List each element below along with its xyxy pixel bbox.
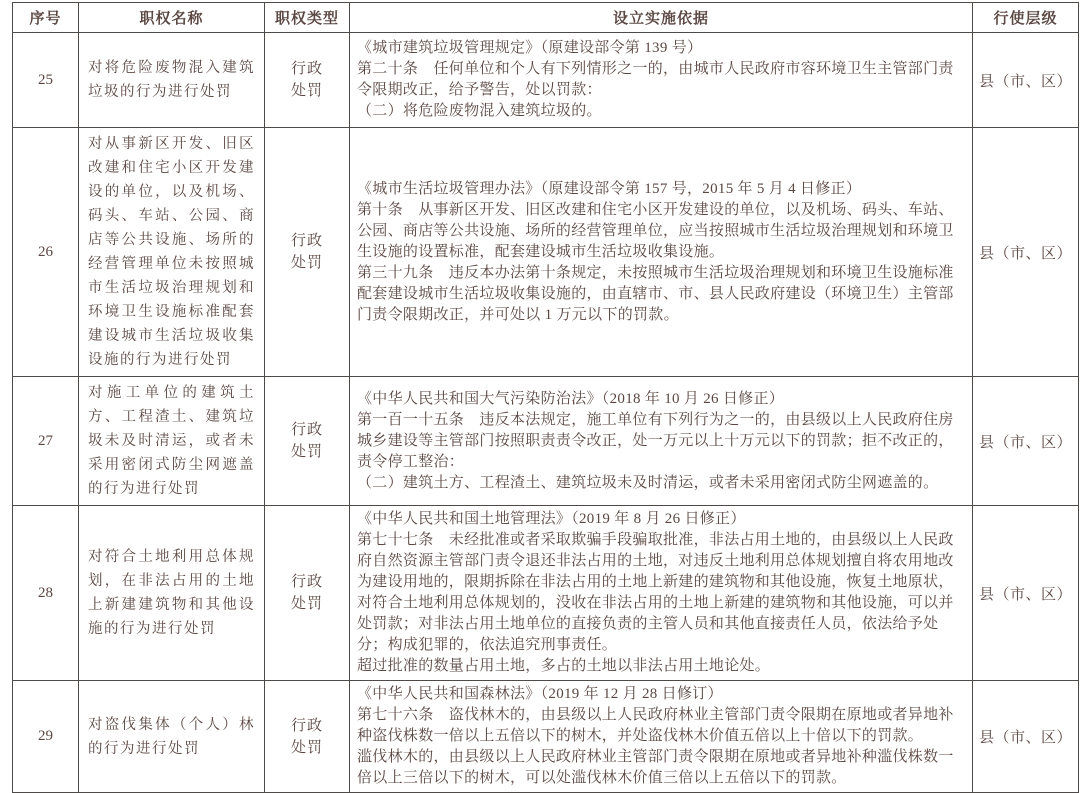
authority-name-cell [79, 128, 265, 377]
serial-cell: 28 [13, 506, 79, 681]
header-serial: 序号 [13, 3, 79, 33]
basis-paragraph: 滥伐林木的，由县级以上人民政府林业主管部门责令限期在原地或者异地补种滥伐株数一倍以上三倍以下的树木，可以处滥伐林木价值三倍以上五倍以下的罚款。 [357, 749, 954, 786]
authority-name-cell [79, 681, 265, 793]
basis-paragraph: 第一百一十五条 违反本法规定，施工单位有下列行为之一的，由县级以上人民政府住房城乡建设等主管部门按照职责责令改正，处一万元以上十万元以下的罚款；拒不改正的，责令停工整治： [357, 411, 954, 470]
basis-paragraph: 《中华人民共和国森林法》（2019 年 12 月 28 日修订） [357, 686, 723, 702]
table-row [13, 33, 1079, 128]
table-row [13, 128, 1079, 377]
header-authority-name: 职权名称 [79, 3, 265, 33]
serial-cell: 26 [13, 128, 79, 377]
basis-paragraph: （二）建筑土方、工程渣土、建筑垃圾未及时清运，或者未采用密闭式防尘网遮盖的。 [357, 474, 939, 491]
legal-basis-cell [350, 128, 973, 377]
authority-type-line: 处罚 [290, 444, 323, 460]
authority-type-cell [265, 377, 350, 506]
authority-type-line: 处罚 [290, 739, 323, 756]
authority-name-text: 对从事新区开发、旧区改建和住宅小区开发建设的单位，以及机场、码头、车站、公园、商店等公共设施、场所的经营管理单位未按照城市生活垃圾治理规划和环境卫生设施标准配套建设城市生活垃圾收集设施的行为进行处罚 [88, 136, 255, 368]
authority-type-line: 处罚 [290, 596, 323, 612]
authority-name-cell [79, 33, 265, 128]
authority-type-cell [265, 681, 350, 793]
authority-type-cell [265, 506, 350, 681]
authority-type-line: 行政 [290, 422, 323, 438]
basis-paragraph: 《城市建筑垃圾管理规定》（原建设部令第 139 号） [357, 40, 703, 56]
basis-paragraph: 第十条 从事新区开发、旧区改建和住宅小区开发建设的单位，以及机场、码头、车站、公园、商店等公共设施、场所的经营管理单位，应当按照城市生活垃圾治理规划和环境卫生设施的设置标准，配套建设城市生活垃圾收集设施。 [357, 201, 954, 260]
legal-basis-cell [350, 33, 973, 128]
basis-paragraph: 第三十九条 违反本办法第十条规定，未按照城市生活垃圾治理规划和环境卫生设施标准配套建设城市生活垃圾收集设施的，由直辖市、市、县人民政府建设（环境卫生）主管部门责令限期改正，并可处以 1 万元以下的罚款。 [357, 264, 954, 323]
basis-paragraph: 《中华人民共和国土地管理法》（2019 年 8 月 26 日修正） [357, 511, 746, 527]
header-row [13, 3, 1079, 33]
authority-type-line: 行政 [290, 61, 323, 77]
serial-cell: 27 [13, 377, 79, 506]
authority-type-line: 行政 [290, 233, 323, 249]
authority-table [12, 2, 1079, 793]
table-row [13, 506, 1079, 681]
authority-name-text: 对盗伐集体（个人）林的行为进行处罚 [88, 716, 255, 757]
legal-basis-cell [350, 681, 973, 793]
exercise-level-cell: 县（市、区） [973, 377, 1079, 506]
legal-basis-cell [350, 506, 973, 681]
authority-name-text: 对将危险废物混入建筑垃圾的行为进行处罚 [88, 60, 255, 100]
basis-paragraph: 第二十条 任何单位和个人有下列情形之一的，由城市人民政府市容环境卫生主管部门责令限期改正，给予警告，处以罚款： [357, 61, 954, 98]
authority-name-cell [79, 506, 265, 681]
authority-type-line: 行政 [290, 717, 323, 734]
authority-type-cell [265, 128, 350, 377]
header-exercise-level: 行使层级 [973, 3, 1079, 33]
table-row [13, 377, 1079, 506]
authority-type-line: 行政 [290, 574, 323, 590]
header-authority-type: 职权类型 [265, 3, 350, 33]
legal-basis-cell [350, 377, 973, 506]
basis-paragraph: （二）将危险废物混入建筑垃圾的。 [357, 103, 602, 119]
authority-type-cell [265, 33, 350, 128]
authority-name-cell [79, 377, 265, 506]
exercise-level-cell: 县（市、区） [973, 681, 1079, 793]
serial-cell: 25 [13, 33, 79, 128]
basis-paragraph: 《中华人民共和国大气污染防治法》（2018 年 10 月 26 日修正） [357, 390, 785, 407]
basis-paragraph: 超过批准的数量占用土地，多占的土地以非法占用土地论处。 [357, 658, 771, 674]
authority-name-text: 对符合土地利用总体规划，在非法占用的土地上新建建筑物和其他设施的行为进行处罚 [88, 549, 255, 637]
exercise-level-cell: 县（市、区） [973, 506, 1079, 681]
authority-type-line: 处罚 [290, 83, 323, 99]
basis-paragraph: 第七十七条 未经批准或者采取欺骗手段骗取批准，非法占用土地的，由县级以上人民政府自然资源主管部门责令退还非法占用的土地，对违反土地利用总体规划擅自将农用地改为建设用地的，限期拆除在非法占用的土地上新建的建筑物和其他设施，恢复土地原状，对符合土地利用总体规划的，没收在非法占用的土地上新建的建筑物和其他设施，可以并处罚款；对非法占用土地单位的直接负责的主管人员和其他直接责任人员，依法给予处分；构成犯罪的，依法追究刑事责任。 [357, 532, 954, 653]
authority-name-text: 对施工单位的建筑土方、工程渣土、建筑垃圾未及时清运，或者未采用密闭式防尘网遮盖的行为进行处罚 [88, 385, 255, 497]
serial-cell: 29 [13, 681, 79, 793]
header-legal-basis: 设立实施依据 [350, 3, 973, 33]
table-row [13, 681, 1079, 793]
exercise-level-cell: 县（市、区） [973, 33, 1079, 128]
authority-type-line: 处罚 [290, 255, 323, 271]
exercise-level-cell: 县（市、区） [973, 128, 1079, 377]
basis-paragraph: 第七十六条 盗伐林木的，由县级以上人民政府林业主管部门责令限期在原地或者异地补种盗伐株数一倍以上五倍以下的树木，并处盗伐林木价值五倍以上十倍以下的罚款。 [357, 707, 954, 744]
basis-paragraph: 《城市生活垃圾管理办法》（原建设部令第 157 号，2015 年 5 月 4 日修正） [357, 180, 862, 197]
